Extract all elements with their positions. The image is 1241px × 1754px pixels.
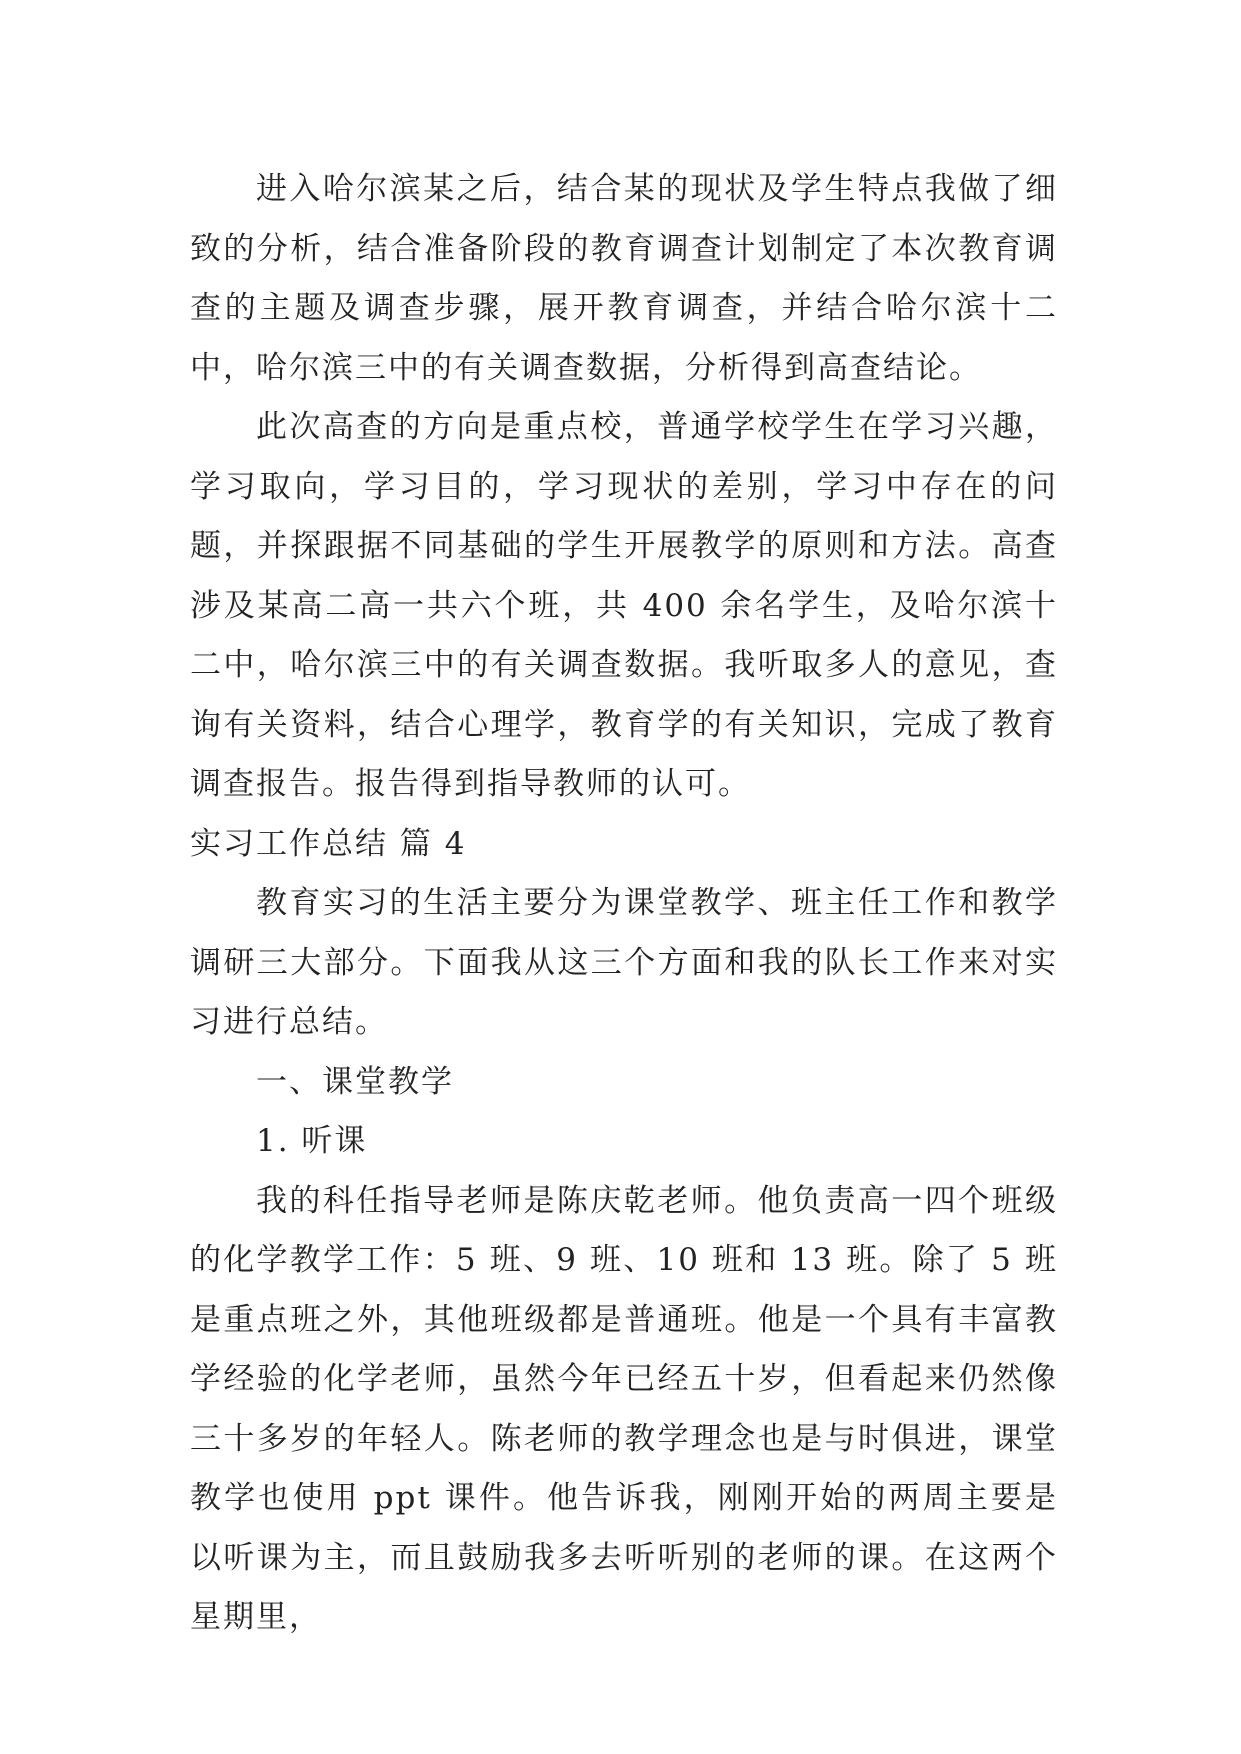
subheading-listening: 1. 听课 xyxy=(256,1123,368,1159)
paragraph-overview: 教育实习的生活主要分为课堂教学、班主任工作和教学调研三大部分。下面我从这三个方面和我的队长工作来对实习进行总结。 xyxy=(190,885,1058,1040)
paragraph-survey: 此次高查的方向是重点校，普通学校学生在学习兴趣，学习取向，学习目的，学习现状的差别，学习中存在的问题，并探跟据不同基础的学生开展教学的原则和方法。高查涉及某高二高一共六个班，共 400 余名学生，及哈尔滨十二中，哈尔滨三中的有关调查数据。我听取多人的意见，查询有关资料，结合心理学，教育学的有关知识，完成了教育调查报告。报告得到指导教师的认可。 xyxy=(190,409,1058,802)
document-body xyxy=(190,160,1058,1648)
paragraph-intro: 进入哈尔滨某之后，结合某的现状及学生特点我做了细致的分析，结合准备阶段的教育调查计划制定了本次教育调查的主题及调查步骤，展开教育调查，并结合哈尔滨十二中，哈尔滨三中的有关调查数据，分析得到高查结论。 xyxy=(190,171,1058,386)
section-heading: 实习工作总结 篇 4 xyxy=(190,825,467,862)
paragraph-mentor: 我的科任指导老师是陈庆乾老师。他负责高一四个班级的化学教学工作：5 班、9 班、10 班和 13 班。除了 5 班是重点班之外，其他班级都是普通班。他是一个具有丰富教学经验的化学老师，虽然今年已经五十岁，但看起来仍然像三十多岁的年轻人。陈老师的教学理念也是与时俱进，课堂教学也使用 ppt 课件。他告诉我，刚刚开始的两周主要是以听课为主，而且鼓励我多去听听别的老师的课。在这两个星期里， xyxy=(190,1182,1058,1635)
subheading-classroom-teaching: 一、课堂教学 xyxy=(256,1063,454,1100)
